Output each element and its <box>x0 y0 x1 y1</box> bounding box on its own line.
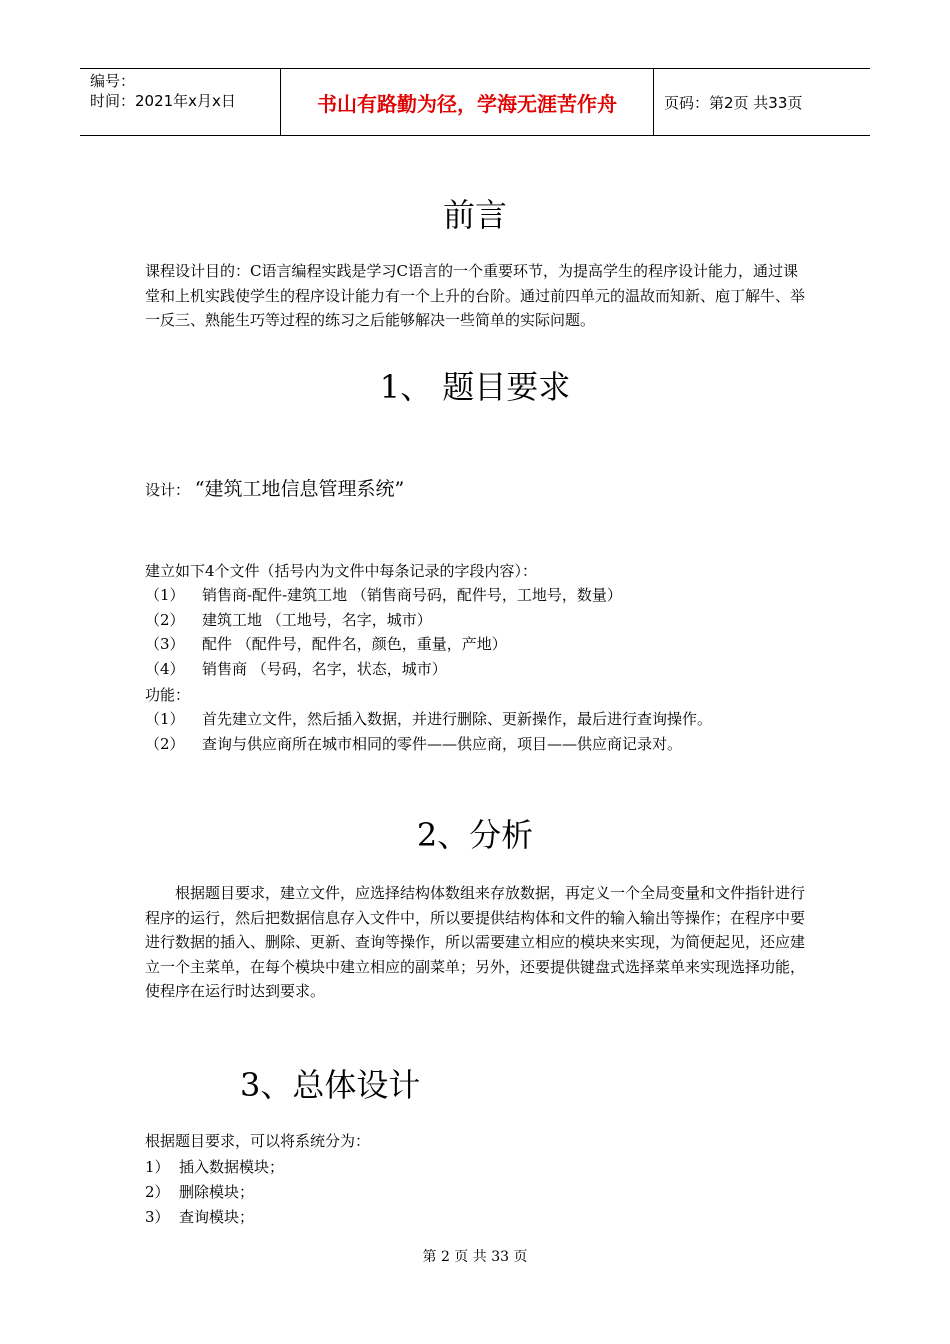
file-item-text: 销售商 （号码，名字，状态，城市） <box>202 660 447 678</box>
file-item-text: 销售商-配件-建筑工地 （销售商号码，配件号，工地号，数量） <box>202 586 622 604</box>
file-item-num: （1） <box>145 586 185 604</box>
module-item-num: 1） <box>145 1158 170 1176</box>
file-item-text: 建筑工地 （工地号，名字，城市） <box>202 611 432 629</box>
files-intro: 建立如下4个文件（括号内为文件中每条记录的字段内容）： <box>145 562 538 580</box>
section3-title: 3、总体设计 <box>240 1066 421 1104</box>
module-item <box>145 1156 284 1177</box>
module-item-text: 查询模块； <box>179 1208 255 1226</box>
function-item-text: 首先建立文件，然后插入数据，并进行删除、更新操作，最后进行查询操作。 <box>202 710 713 728</box>
file-item-num: （2） <box>145 611 185 629</box>
function-item-num: （1） <box>145 710 185 728</box>
header-left-cell <box>80 69 281 135</box>
file-item-num: （4） <box>145 660 185 678</box>
page-header <box>80 68 870 136</box>
file-item <box>145 609 432 630</box>
function-item <box>145 733 682 754</box>
module-item-text: 删除模块； <box>179 1183 255 1201</box>
preface-title: 前言 <box>442 196 507 234</box>
module-item-num: 3） <box>145 1208 170 1226</box>
section3-intro: 根据题目要求，可以将系统分为： <box>145 1132 371 1150</box>
file-item-text: 配件 （配件号，配件名，颜色，重量，产地） <box>202 635 507 653</box>
file-item <box>145 584 622 605</box>
design-line <box>145 474 404 501</box>
header-motto: 书山有路勤为径，学海无涯苦作舟 <box>281 69 654 135</box>
function-label: 功能： <box>145 686 191 704</box>
module-item-num: 2） <box>145 1183 170 1201</box>
design-label: 设计： <box>145 481 191 499</box>
section1-title: 1、 题目要求 <box>379 368 571 406</box>
time-label: 时间：2021年x月x日 <box>90 92 236 110</box>
section2-text: 根据题目要求，建立文件，应选择结构体数组来存放数据，再定义一个全局变量和文件指针进行程序的运行，然后把数据信息存入文件中，所以要提供结构体和文件的输入输出等操作；在程序中要进行数据的插入、删除、更新、查询等操作，所以需要建立相应的模块来实现，为简便起见，还应建立一个主菜单，在每个模块中建立相应的副菜单；另外，还要提供键盘式选择菜单来实现选择功能，使程序在运行时达到要求。 <box>145 884 806 1000</box>
file-item-num: （3） <box>145 635 185 653</box>
function-item-text: 查询与供应商所在城市相同的零件——供应商，项目——供应商记录对。 <box>202 735 683 753</box>
function-item-num: （2） <box>145 735 185 753</box>
file-item <box>145 633 507 654</box>
file-item <box>145 658 447 679</box>
module-item <box>145 1181 254 1202</box>
header-page-info: 页码：第2页 共33页 <box>664 93 803 112</box>
function-item <box>145 708 712 729</box>
serial-label: 编号： <box>90 72 136 90</box>
preface-text: 课程设计目的：C语言编程实践是学习C语言的一个重要环节，为提高学生的程序设计能力，通过课堂和上机实践使学生的程序设计能力有一个上升的台阶。通过前四单元的温故而知新、庖丁解牛、举一反三、熟能生巧等过程的练习之后能够解决一些简单的实际问题。 <box>145 262 806 329</box>
module-item <box>145 1206 254 1227</box>
section2-title: 2、分析 <box>416 816 534 854</box>
page-footer: 第 2 页 共 33 页 <box>422 1249 528 1265</box>
design-title: “建筑工地信息管理系统” <box>194 478 405 500</box>
module-item-text: 插入数据模块； <box>179 1158 285 1176</box>
